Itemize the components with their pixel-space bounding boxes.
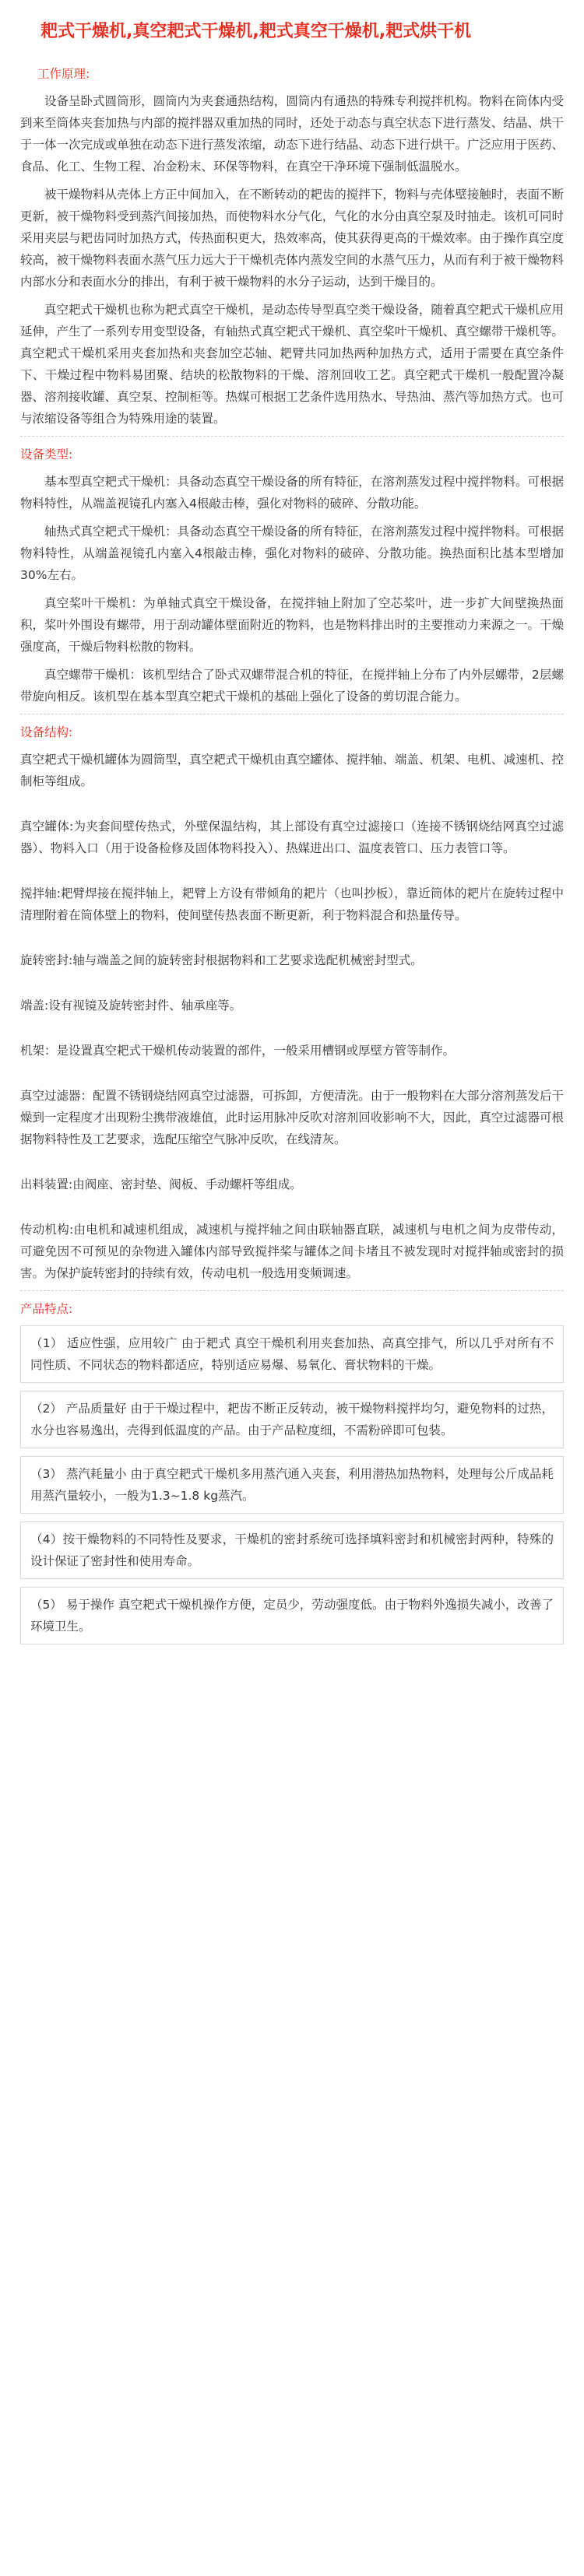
principle-heading [37,64,564,84]
principle-paragraph-3: 真空耙式干燥机也称为耙式真空干燥机，是动态传导型真空类干燥设备，随着真空耙式干燥机应用延伸，产生了一系列专用变型设备，有轴热式真空耙式干燥机、真空桨叶干燥机、真空螺带干燥机等。真空耙式干燥机采用夹套加热和夹套加空芯轴、耙臂共同加热两种加热方式，适用于需要在真空条件下、干燥过程中物料易团聚、结块的松散物料的干燥、溶剂回收工艺。真空耙式干燥机一般配置冷凝器、溶剂接收罐、真空泵、控制柜等。热媒可根据工艺条件选用热水、导热油、蒸汽等加热方式。也可与浓缩设备等组合为特殊用途的装置。 [20,303,564,426]
structure-drive-paragraph: 传动机构:由电机和减速机组成，减速机与搅拌轴之间由联轴器直联，减速机与电机之间为皮带传动，可避免因不可预见的杂物进入罐体内部导致搅拌桨与罐体之间卡堵且不被发现时对搅拌轴或密封的损害。为保护旋转密封的持续有效，传动电机一般选用变频调速。 [20,1223,564,1280]
feature-item [20,1587,564,1644]
structure-seal-paragraph: 旋转密封:轴与端盖之间的旋转密封根据物料和工艺要求选配机械密封型式。 [20,953,423,967]
feature-item-text: （2） 产品质量好 由于干燥过程中，耙齿不断正反转动，被干燥物料搅拌均匀，避免物料的过热，水分也容易逸出，壳得到低温度的产品。由于产品粒度细，不需粉碎即可包装。 [30,1402,554,1437]
structure-heading-text: 设备结构: [20,725,73,739]
feature-item [20,1521,564,1579]
structure-vessel-paragraph: 真空罐体:为夹套间壁传热式，外壁保温结构，其上部设有真空过滤接口（连接不锈钢烧结网真空过滤器）、物料入口（用于设备检修及固体物料投入）、热媒进出口、温度表管口、压力表管口等。 [20,819,564,855]
page-title: 耙式干燥机,真空耙式干燥机,耙式真空干燥机,耙式烘干机 [40,22,472,41]
types-heading [20,444,564,465]
feature-item-text: （1） 适应性强，应用较广 由于耙式 真空干燥机利用夹套加热、高真空排气，所以几乎对所有不同性质、不同状态的物料都适应，特别适应易爆、易氧化、膏状物料的干燥。 [30,1336,554,1372]
type-paddle-paragraph: 真空桨叶干燥机：为单轴式真空干燥设备，在搅拌轴上附加了空芯桨叶，进一步扩大间壁换热面积，桨叶外围设有螺带，用于刮动罐体壁面附近的物料，也是物料排出时的主要推动力来源之一。干燥强度高，干燥后物料松散的物料。 [20,596,564,654]
feature-item-text: （5） 易于操作 真空耙式干燥机操作方便，定员少，劳动强度低。由于物料外逸损失减小，改善了环境卫生。 [30,1598,554,1634]
feature-item-text: （4）按干燥物料的不同特性及要求，干燥机的密封系统可选择填料密封和机械密封两种，特殊的设计保证了密封性和使用寿命。 [30,1532,554,1568]
features-heading-text: 产品特点: [20,1302,73,1316]
principle-heading-text: 工作原理: [37,67,90,81]
feature-item [20,1391,564,1448]
structure-discharge-paragraph: 出料装置:由阀座、密封垫、阀板、手动螺杆等组成。 [20,1177,302,1191]
structure-overview-paragraph: 真空耙式干燥机罐体为圆筒型，真空耙式干燥机由真空罐体、搅拌轴、端盖、机架、电机、减速机、控制柜等组成。 [20,753,564,788]
principle-paragraph-1: 设备呈卧式圆筒形，圆筒内为夹套通热结构，圆筒内有通热的特殊专利搅拌机构。物料在筒体内受到来至筒体夹套加热与内部的搅拌器双重加热的同时，还处于动态与真空状态下进行蒸发、结晶、烘干于一体一次完成或单独在动态下进行蒸发浓缩，动态下进行结晶、动态下进行烘干。广泛应用于医药、食品、化工、生物工程、冶金粉末、环保等物料，在真空干净环境下强制低温脱水。 [20,94,564,174]
type-shaft-heated-paragraph: 轴热式真空耙式干燥机：具备动态真空干燥设备的所有特征，在溶剂蒸发过程中搅拌物料。可根据物料特性，从端盖视镜孔内塞入4根敲击棒，强化对物料的破碎、分散功能。换热面积比基本型增加30%左右。 [20,525,564,582]
feature-item [20,1456,564,1514]
feature-item [20,1325,564,1383]
structure-end-cover-paragraph: 端盖:设有视镜及旋转密封件、轴承座等。 [20,998,242,1013]
type-ribbon-paragraph: 真空螺带干燥机：该机型结合了卧式双螺带混合机的特征，在搅拌轴上分布了内外层螺带，2层螺带旋向相反。该机型在基本型真空耙式干燥机的基础上强化了设备的剪切混合能力。 [20,668,564,704]
types-heading-text: 设备类型: [20,447,73,462]
section-divider [20,1290,564,1291]
structure-agitator-paragraph: 搅拌轴:耙臂焊接在搅拌轴上，耙臂上方设有带倾角的耙片（也叫抄板），靠近筒体的耙片在旋转过程中清理附着在筒体壁上的物料，使间壁传热表面不断更新，利于物料混合和热量传导。 [20,886,564,922]
section-divider [20,436,564,437]
structure-heading [20,722,564,742]
principle-paragraph-2: 被干燥物料从壳体上方正中间加入，在不断转动的耙齿的搅拌下，物料与壳体壁接触时，表面不断更新，被干燥物料受到蒸汽间接加热，而使物料水分气化，气化的水分由真空泵及时抽走。该机可同时采用夹层与耙齿同时加热方式，传热面积更大，热效率高，使其获得更高的干燥效率。由于操作真空度较高，被干燥物料表面水蒸气压力远大于干燥机壳体内蒸发空间的水蒸气压力，从而有利于被干燥物料内部水分和表面水分的排出，有利于被干燥物料的水分子运动，达到干燥目的。 [20,188,564,289]
structure-filter-paragraph: 真空过滤器：配置不锈钢烧结网真空过滤器，可拆卸，方便清洗。由于一般物料在大部分溶剂蒸发后干燥到一定程度才出现粉尘携带液雄值，此时运用脉冲反吹对溶剂回收影响不大，因此，真空过滤器可根据物料特性及工艺要求，选配压缩空气脉冲反吹，在线清灰。 [20,1089,564,1146]
features-heading [20,1299,564,1319]
feature-item-text: （3） 蒸汽耗量小 由于真空耙式干燥机多用蒸汽通入夹套，利用潜热加热物料，处理每公斤成品耗用蒸汽量较小，一般为1.3~1.8 kg蒸汽。 [30,1467,554,1503]
structure-frame-paragraph: 机架：是设置真空耙式干燥机传动装置的部件，一般采用槽钢或厚壁方管等制作。 [20,1044,456,1058]
type-basic-paragraph: 基本型真空耙式干燥机：具备动态真空干燥设备的所有特征，在溶剂蒸发过程中搅拌物料。可根据物料特性，从端盖视镜孔内塞入4根敲击棒，强化对物料的破碎、分散功能。 [20,475,564,511]
